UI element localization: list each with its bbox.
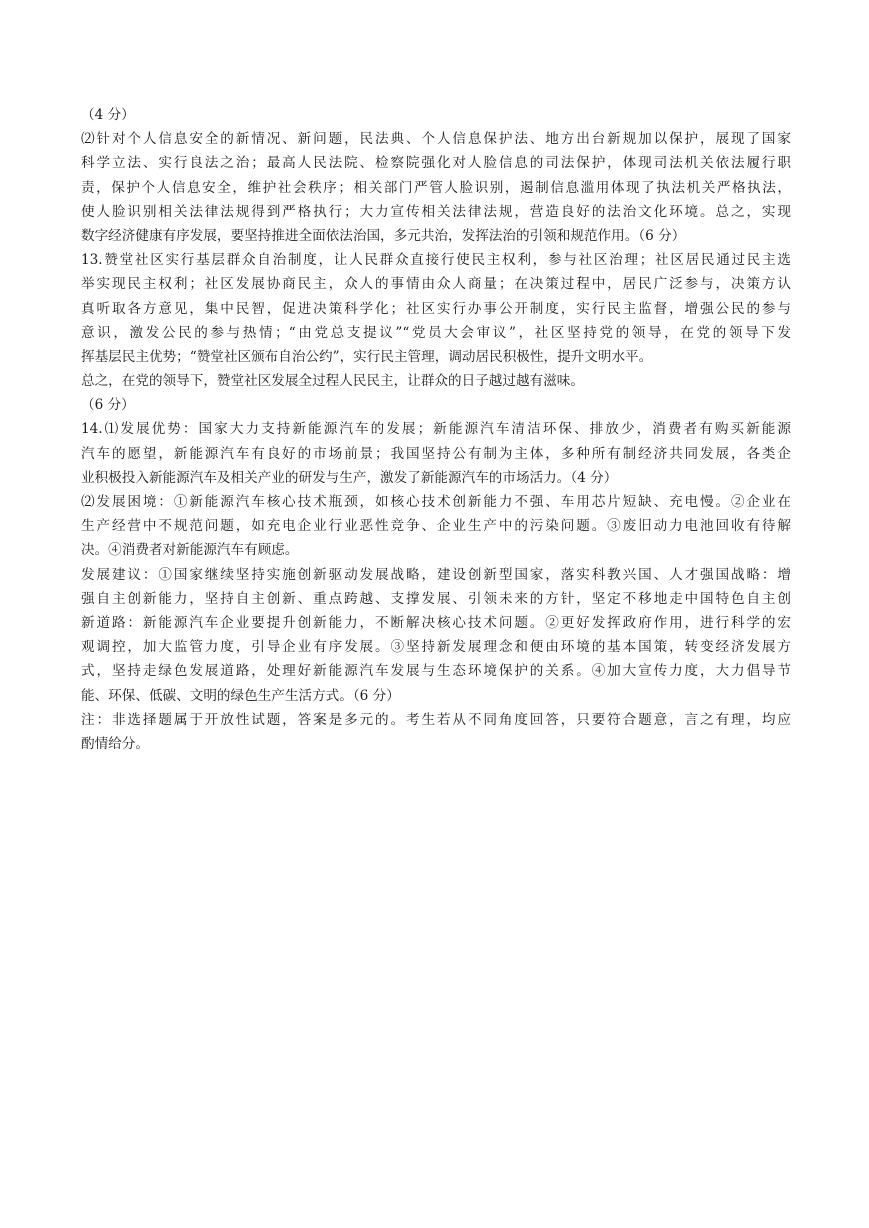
text-line: 式，坚持走绿色发展道路，处理好新能源汽车发展与生态环境保护的关系。④加大宣传力度，大力倡导节 <box>81 663 791 680</box>
text-line: 强自主创新能力，坚持自主创新、重点跨越、支撑发展、引领未来的方针，坚定不移地走中国特色自主创 <box>81 590 791 607</box>
text-line: 生产经营中不规范问题，如充电企业行业恶性竞争、企业生产中的污染问题。③废旧动力电池回收有待解 <box>81 518 791 535</box>
answer-key-document <box>81 103 791 756</box>
text-line: 业积极投入新能源汽车及相关产业的研发与生产，激发了新能源汽车的市场活力。（4 分） <box>81 469 618 486</box>
text-line: ⑵针对个人信息安全的新情况、新问题，民法典、个人信息保护法、地方出台新规加以保护，展现了国家 <box>81 131 791 148</box>
text-line: ⑵发展困境：①新能源汽车核心技术瓶颈，如核心技术创新能力不强、车用芯片短缺、充电慢。②企业在 <box>81 494 791 510</box>
text-line: 13.赞堂社区实行基层群众自治制度，让人民群众直接行使民主权利，参与社区治理；社区居民通过民主选 <box>81 252 791 269</box>
text-line: 决。④消费者对新能源汽车有顾虑。 <box>81 542 299 559</box>
text-line: 真听取各方意见，集中民智，促进决策科学化；社区实行办事公开制度，实行民主监督，增强公民的参与 <box>81 300 791 317</box>
text-line: 发展建议：①国家继续坚持实施创新驱动发展战略，建设创新型国家，落实科教兴国、人才强国战略：增 <box>81 566 791 583</box>
text-line: 总之，在党的领导下，赞堂社区发展全过程人民民主，让群众的日子越过越有滋味。 <box>81 373 584 390</box>
text-line: 新道路：新能源汽车企业要提升创新能力，不断解决核心技术问题。②更好发挥政府作用，进行科学的宏 <box>81 614 791 631</box>
text-line: 挥基层民主优势；“赞堂社区颁布自治公约”，实行民主管理，调动居民积极性，提升文明水平。 <box>81 348 653 365</box>
text-line: 观调控，加大监管力度，引导企业有序发展。③坚持新发展理念和便由环境的基本国策，转变经济发展方 <box>81 639 791 656</box>
text-line: 注：非选择题属于开放性试题，答案是多元的。考生若从不同角度回答，只要符合题意，言之有理，均应 <box>81 711 791 728</box>
text-line: 举实现民主权利；社区发展协商民主，众人的事情由众人商量；在决策过程中，居民广泛参与，决策方认 <box>81 276 791 293</box>
text-line: 14.⑴发展优势：国家大力支持新能源汽车的发展；新能源汽车清洁环保、排放少，消费者有购买新能源 <box>81 421 791 438</box>
text-line: 科学立法、实行良法之治；最高人民法院、检察院强化对人脸信息的司法保护，体现司法机关依法履行职 <box>81 155 791 172</box>
text-line: （4 分） <box>81 107 135 123</box>
text-line: 数字经济健康有序发展，要坚持推进全面依法治国，多元共治，发挥法治的引领和规范作用。（6 分） <box>81 227 686 244</box>
text-line: 使人脸识别相关法律法规得到严格执行；大力宣传相关法律法规，营造良好的法治文化环境。总之，实现 <box>81 203 791 220</box>
text-line: 能、环保、低碳、文明的绿色生产生活方式。（6 分） <box>81 687 400 704</box>
text-line: 责，保护个人信息安全，维护社会秩序；相关部门严管人脸识别，遏制信息滥用体现了执法机关严格执法， <box>81 179 791 196</box>
text-line: 汽车的愿望，新能源汽车有良好的市场前景；我国坚持公有制为主体，多种所有制经济共同发展，各类企 <box>81 445 791 462</box>
text-line: 酌情给分。 <box>81 735 149 752</box>
text-line: （6 分） <box>81 397 135 414</box>
text-line: 意识，激发公民的参与热情；“由党总支提议”“党员大会审议”，社区坚持党的领导，在党的领导下发 <box>81 324 791 341</box>
